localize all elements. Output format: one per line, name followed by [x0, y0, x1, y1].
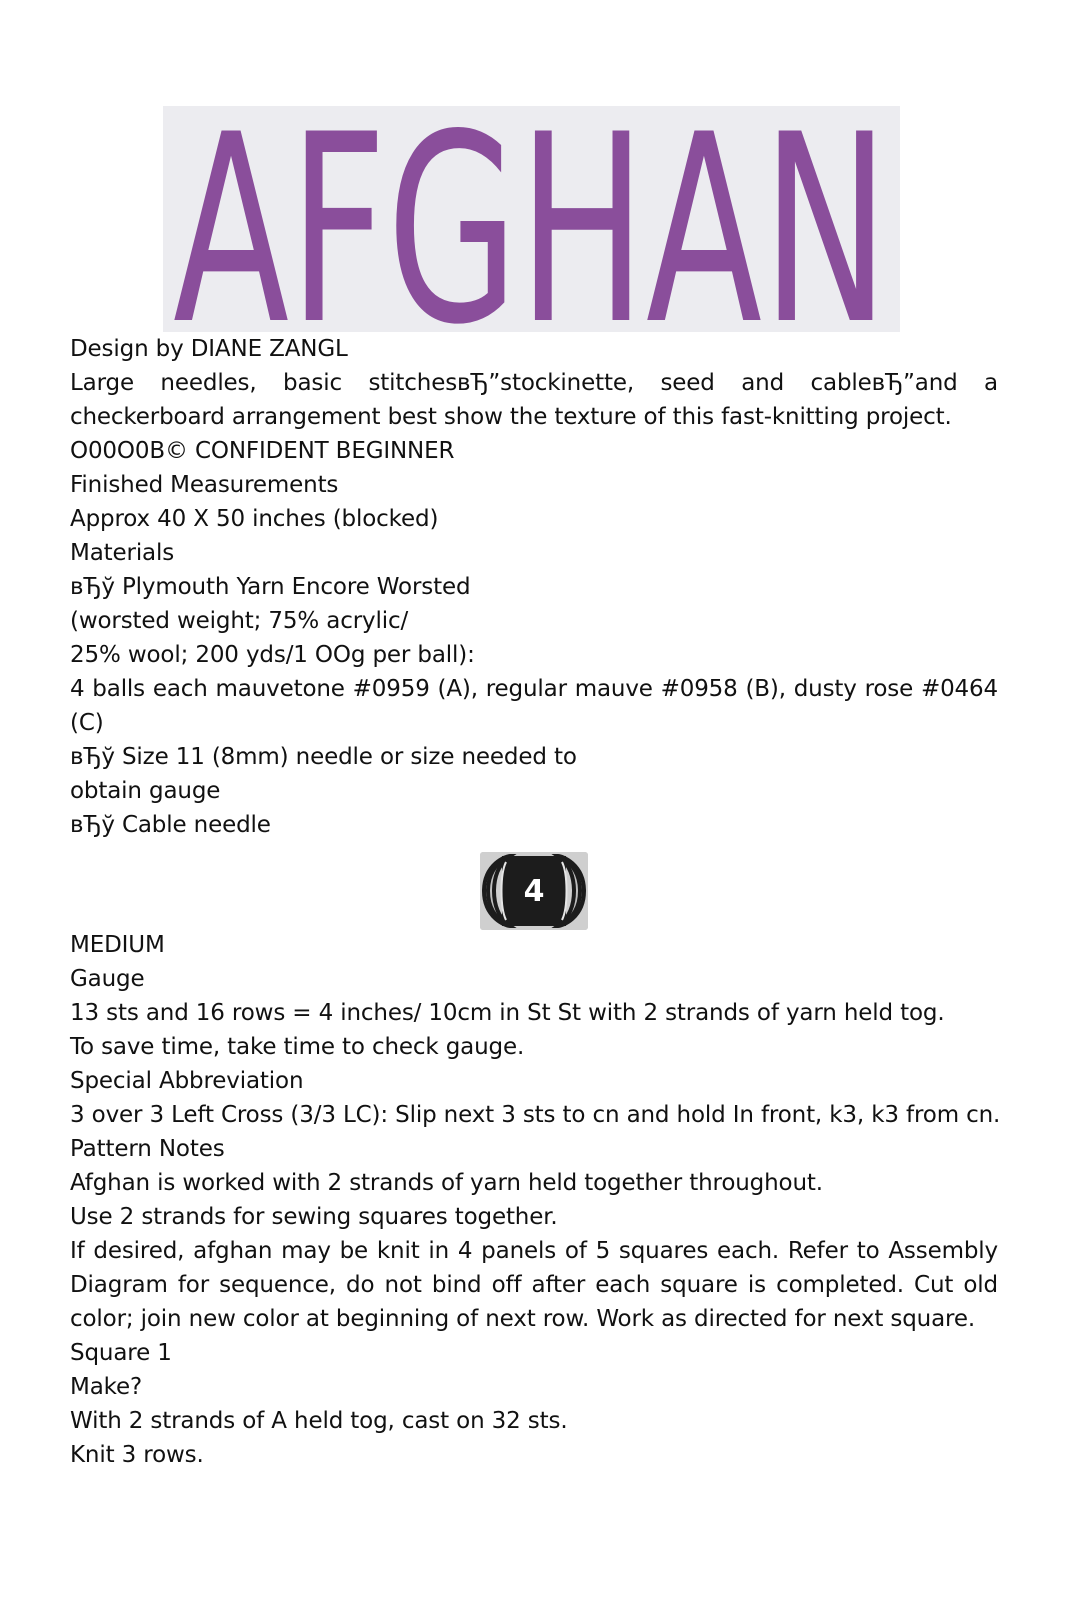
- materials-needle-gauge: obtain gauge: [70, 778, 221, 804]
- materials-heading: Materials: [70, 540, 175, 566]
- special-abbreviation-text: 3 over 3 Left Cross (3/3 LC): Slip next 3 sts to cn and hold In front, k3, k3 from cn.: [70, 1102, 1001, 1128]
- title-banner: [163, 106, 900, 332]
- materials-cable-needle: вЂў Cable needle: [70, 812, 271, 838]
- square-1-knit: Knit 3 rows.: [70, 1442, 204, 1468]
- materials-yarn-colors: 4 balls each mauvetone #0959 (A), regular mauve #0958 (B), dusty rose #0464 (C): [70, 676, 998, 736]
- title-lettering: [163, 106, 900, 332]
- pattern-note-panels: If desired, afghan may be knit in 4 panels of 5 squares each. Refer to Assembly Diagram for sequence, do not bind off after each square is completed. Cut old color; join new color at beginning of next row. Work as directed for next square.: [70, 1238, 998, 1332]
- yarn-weight-medium-icon: [480, 852, 588, 930]
- materials-needle: вЂў Size 11 (8mm) needle or size needed to: [70, 744, 577, 770]
- intro-paragraph: Large needles, basic stitchesвЂ”stockinette, seed and cableвЂ”and a checkerboard arrangement best show the texture of this fast-knitting project.: [70, 370, 998, 430]
- pattern-notes-heading: Pattern Notes: [70, 1136, 225, 1162]
- skill-level: O00O0B© CONFIDENT BEGINNER: [70, 438, 455, 464]
- finished-measurements-heading: Finished Measurements: [70, 472, 339, 498]
- square-1-heading: Square 1: [70, 1340, 172, 1366]
- materials-yarn: вЂў Plymouth Yarn Encore Worsted: [70, 574, 471, 600]
- pattern-section: [70, 928, 1001, 1472]
- square-1-make: Make?: [70, 1374, 143, 1400]
- intro-section: [70, 332, 998, 842]
- designer-credit: Design by DIANE ZANGL: [70, 336, 348, 362]
- square-1-cast-on: With 2 strands of A held tog, cast on 32 sts.: [70, 1408, 568, 1434]
- gauge-note: To save time, take time to check gauge.: [70, 1034, 525, 1060]
- gauge-value: 13 sts and 16 rows = 4 inches/ 10cm in St St with 2 strands of yarn held tog.: [70, 1000, 945, 1026]
- special-abbreviation-heading: Special Abbreviation: [70, 1068, 304, 1094]
- title-text: AFGHAN: [173, 106, 889, 332]
- gauge-heading: Gauge: [70, 966, 145, 992]
- title-heading: [163, 106, 900, 332]
- finished-measurements-value: Approx 40 X 50 inches (blocked): [70, 506, 439, 532]
- yarn-weight-number: 4: [523, 873, 545, 909]
- pattern-note-sewing: Use 2 strands for sewing squares together.: [70, 1204, 558, 1230]
- yarn-weight-label: MEDIUM: [70, 932, 165, 958]
- materials-yarn-weight: (worsted weight; 75% acrylic/: [70, 608, 409, 634]
- pattern-note-strands: Afghan is worked with 2 strands of yarn held together throughout.: [70, 1170, 823, 1196]
- materials-yarn-fiber: 25% wool; 200 yds/1 OOg per ball):: [70, 642, 475, 668]
